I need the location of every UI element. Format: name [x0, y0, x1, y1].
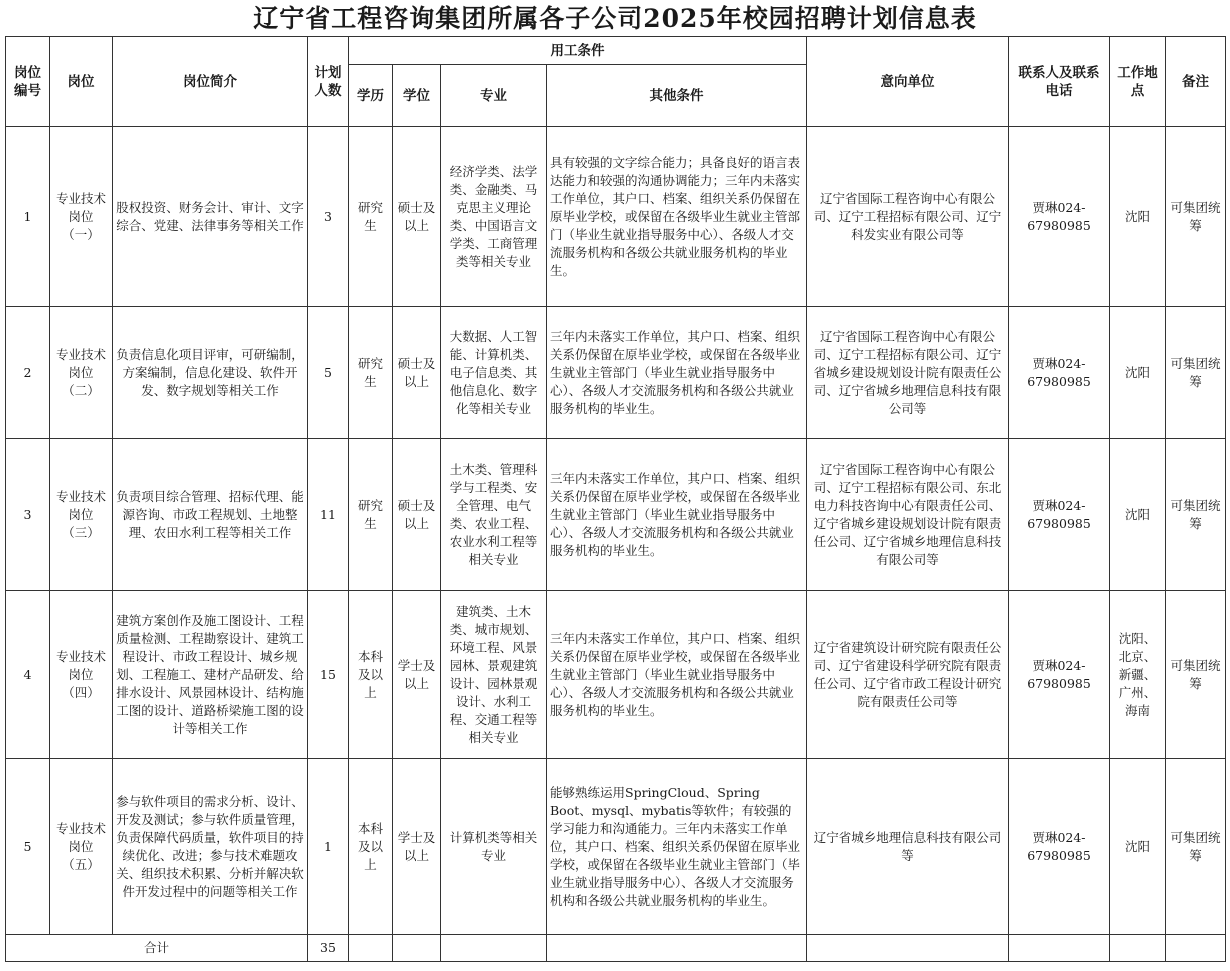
row-intro: 参与软件项目的需求分析、设计、开发及测试；参与软件质量管理，负责保障代码质量，软件项目的持续优化、改进；参与技术难题攻关、组织技术积累、分析并解决软件开发过程中的问题等相关工作	[113, 759, 308, 935]
row-contact: 贾琳024-67980985	[1009, 439, 1110, 591]
row-major: 经济学类、法学类、金融类、马克思主义理论类、中国语言文学类、工商管理类等相关专业	[441, 127, 547, 307]
row-intro: 股权投资、财务会计、审计、文字综合、党建、法律事务等相关工作	[113, 127, 308, 307]
row-degree: 学士及以上	[393, 591, 441, 759]
row-position: 专业技术岗位（二）	[50, 307, 113, 439]
row-location: 沈阳、北京、新疆、广州、海南	[1110, 591, 1166, 759]
row-education: 本科及以上	[349, 759, 393, 935]
row-education: 研究生	[349, 439, 393, 591]
table-row	[6, 127, 1226, 307]
total-row	[6, 935, 1226, 962]
row-remark: 可集团统筹	[1166, 439, 1226, 591]
row-intro: 负责项目综合管理、招标代理、能源咨询、市政工程规划、土地整理、农田水利工程等相关工作	[113, 439, 308, 591]
row-remark: 可集团统筹	[1166, 759, 1226, 935]
row-position: 专业技术岗位（五）	[50, 759, 113, 935]
row-position: 专业技术岗位（一）	[50, 127, 113, 307]
empty-cell	[393, 935, 441, 962]
row-code: 1	[6, 127, 50, 307]
header-location: 工作地点	[1110, 37, 1166, 127]
row-other-conditions: 三年内未落实工作单位，其户口、档案、组织关系仍保留在原毕业学校，或保留在各级毕业生就业主管部门（毕业生就业指导服务中心）、各级人才交流服务机构和各级公共就业服务机构的毕业生。	[547, 307, 807, 439]
header-conditions: 用工条件	[349, 37, 807, 65]
header-remark: 备注	[1166, 37, 1226, 127]
empty-cell	[1110, 935, 1166, 962]
header-contact: 联系人及联系电话	[1009, 37, 1110, 127]
empty-cell	[807, 935, 1009, 962]
row-unit: 辽宁省城乡地理信息科技有限公司等	[807, 759, 1009, 935]
row-unit: 辽宁省国际工程咨询中心有限公司、辽宁工程招标有限公司、辽宁省城乡建设规划设计院有限责任公司、辽宁省城乡地理信息科技有限公司等	[807, 307, 1009, 439]
total-count: 35	[308, 935, 349, 962]
header-degree: 学位	[393, 65, 441, 127]
row-remark: 可集团统筹	[1166, 307, 1226, 439]
table-row	[6, 307, 1226, 439]
header-count: 计划人数	[308, 37, 349, 127]
row-major: 计算机类等相关专业	[441, 759, 547, 935]
header-education: 学历	[349, 65, 393, 127]
recruitment-table	[5, 36, 1226, 962]
row-other-conditions: 能够熟练运用SpringCloud、Spring Boot、mysql、mybatis等软件；有较强的学习能力和沟通能力。三年内未落实工作单位，其户口、档案、组织关系仍保留在原毕业学校，或保留在各级毕业生就业主管部门（毕业生就业指导服务中心）、各级人才交流服务机构和各级公共就业服务机构的毕业生。	[547, 759, 807, 935]
row-intro: 建筑方案创作及施工图设计、工程质量检测、工程勘察设计、建筑工程设计、市政工程设计、城乡规划、工程施工、建材产品研发、给排水设计、风景园林设计、结构施工图的设计、道路桥梁施工图的设计等相关工作	[113, 591, 308, 759]
row-remark: 可集团统筹	[1166, 591, 1226, 759]
row-other-conditions: 三年内未落实工作单位，其户口、档案、组织关系仍保留在原毕业学校，或保留在各级毕业生就业主管部门（毕业生就业指导服务中心）、各级人才交流服务机构和各级公共就业服务机构的毕业生。	[547, 439, 807, 591]
row-count: 3	[308, 127, 349, 307]
row-location: 沈阳	[1110, 307, 1166, 439]
row-contact: 贾琳024-67980985	[1009, 307, 1110, 439]
row-unit: 辽宁省国际工程咨询中心有限公司、辽宁工程招标有限公司、辽宁科发实业有限公司等	[807, 127, 1009, 307]
row-major: 土木类、管理科学与工程类、安全管理、电气类、农业工程、农业水利工程等相关专业	[441, 439, 547, 591]
row-major: 建筑类、土木类、城市规划、环境工程、风景园林、景观建筑设计、园林景观设计、水利工程、交通工程等相关专业	[441, 591, 547, 759]
row-count: 1	[308, 759, 349, 935]
row-remark: 可集团统筹	[1166, 127, 1226, 307]
header-code: 岗位编号	[6, 37, 50, 127]
row-unit: 辽宁省国际工程咨询中心有限公司、辽宁工程招标有限公司、东北电力科技咨询中心有限责任公司、辽宁省城乡建设规划设计院有限责任公司、辽宁省城乡地理信息科技有限公司等	[807, 439, 1009, 591]
empty-cell	[1009, 935, 1110, 962]
header-intro: 岗位简介	[113, 37, 308, 127]
row-code: 3	[6, 439, 50, 591]
row-education: 研究生	[349, 127, 393, 307]
row-degree: 硕士及以上	[393, 439, 441, 591]
header-unit: 意向单位	[807, 37, 1009, 127]
row-degree: 学士及以上	[393, 759, 441, 935]
row-position: 专业技术岗位（三）	[50, 439, 113, 591]
empty-cell	[441, 935, 547, 962]
row-major: 大数据、人工智能、计算机类、电子信息类、其他信息化、数字化等相关专业	[441, 307, 547, 439]
row-other-conditions: 具有较强的文字综合能力；具备良好的语言表达能力和较强的沟通协调能力；三年内未落实工作单位，其户口、档案、组织关系仍保留在原毕业学校，或保留在各级毕业生就业主管部门（毕业生就业指导服务中心）、各级人才交流服务机构和各级公共就业服务机构的毕业生。	[547, 127, 807, 307]
header-other: 其他条件	[547, 65, 807, 127]
row-contact: 贾琳024-67980985	[1009, 591, 1110, 759]
page-title: 辽宁省工程咨询集团所属各子公司2025年校园招聘计划信息表	[253, 4, 977, 33]
row-contact: 贾琳024-67980985	[1009, 127, 1110, 307]
row-degree: 硕士及以上	[393, 307, 441, 439]
row-location: 沈阳	[1110, 759, 1166, 935]
row-code: 5	[6, 759, 50, 935]
row-other-conditions: 三年内未落实工作单位，其户口、档案、组织关系仍保留在原毕业学校，或保留在各级毕业生就业主管部门（毕业生就业指导服务中心）、各级人才交流服务机构和各级公共就业服务机构的毕业生。	[547, 591, 807, 759]
row-education: 本科及以上	[349, 591, 393, 759]
row-code: 4	[6, 591, 50, 759]
row-location: 沈阳	[1110, 127, 1166, 307]
table-row	[6, 759, 1226, 935]
empty-cell	[547, 935, 807, 962]
row-code: 2	[6, 307, 50, 439]
row-count: 5	[308, 307, 349, 439]
table-row	[6, 439, 1226, 591]
row-count: 11	[308, 439, 349, 591]
row-position: 专业技术岗位（四）	[50, 591, 113, 759]
empty-cell	[349, 935, 393, 962]
header-position: 岗位	[50, 37, 113, 127]
row-unit: 辽宁省建筑设计研究院有限责任公司、辽宁省建设科学研究院有限责任公司、辽宁省市政工程设计研究院有限责任公司等	[807, 591, 1009, 759]
row-intro: 负责信息化项目评审，可研编制，方案编制，信息化建设、软件开发、数字规划等相关工作	[113, 307, 308, 439]
row-degree: 硕士及以上	[393, 127, 441, 307]
row-count: 15	[308, 591, 349, 759]
table-row	[6, 591, 1226, 759]
header-major: 专业	[441, 65, 547, 127]
total-label: 合计	[6, 935, 308, 962]
row-contact: 贾琳024-67980985	[1009, 759, 1110, 935]
row-location: 沈阳	[1110, 439, 1166, 591]
row-education: 研究生	[349, 307, 393, 439]
empty-cell	[1166, 935, 1226, 962]
